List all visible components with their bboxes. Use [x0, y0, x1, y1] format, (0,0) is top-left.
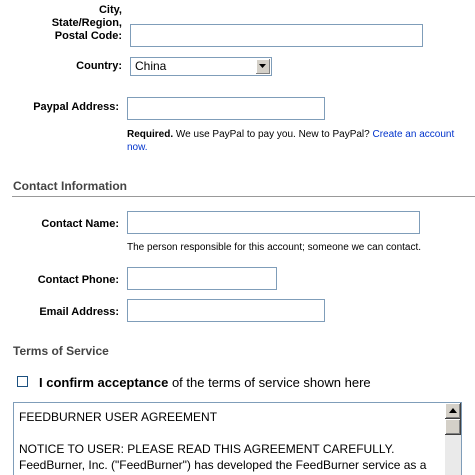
country-label: Country: — [76, 60, 122, 72]
city-state-postal-input[interactable] — [130, 24, 423, 47]
paypal-help-text: Required. We use PayPal to pay you. New to PayPal? Create an account now. — [127, 129, 455, 153]
agreement-scrollbar[interactable] — [445, 403, 461, 475]
scroll-thumb[interactable] — [445, 419, 461, 435]
country-select[interactable] — [130, 57, 272, 76]
agreement-text — [19, 409, 439, 473]
required-note: Required. — [127, 129, 174, 140]
contact-phone-label: Contact Phone: — [37, 274, 119, 286]
city-state-postal-label: City, State/Region, Postal Code: — [51, 4, 122, 42]
contact-name-input[interactable] — [127, 211, 420, 234]
user-agreement-textbox[interactable] — [13, 402, 462, 475]
paypal-address-input[interactable] — [127, 97, 325, 120]
dropdown-arrow-icon[interactable] — [255, 59, 270, 74]
contact-name-label: Contact Name: — [41, 218, 119, 230]
confirm-terms-checkbox[interactable] — [17, 376, 28, 387]
agreement-notice: NOTICE TO USER: PLEASE READ THIS AGREEMENT CAREFULLY. — [19, 442, 395, 456]
contact-information-heading: Contact Information — [13, 179, 127, 193]
paypal-label: Paypal Address: — [33, 101, 119, 113]
agreement-title: FEEDBURNER USER AGREEMENT — [19, 410, 218, 424]
scroll-up-button[interactable] — [445, 403, 461, 419]
terms-of-service-heading: Terms of Service — [13, 344, 109, 358]
contact-name-help: The person responsible for this account; someone we can contact. — [127, 242, 422, 253]
section-divider — [12, 196, 475, 197]
agreement-body: FeedBurner, Inc. ("FeedBurner") has developed the FeedBurner service as a — [19, 458, 427, 472]
email-address-label: Email Address: — [39, 306, 119, 318]
create-paypal-account-link[interactable]: Create an account now. — [127, 129, 455, 153]
email-address-input[interactable] — [127, 299, 325, 322]
contact-phone-input[interactable] — [127, 267, 277, 290]
arrow-up-icon — [445, 403, 461, 419]
confirm-terms-label[interactable]: I confirm acceptance of the terms of service shown here — [39, 375, 371, 390]
country-selected-value: China — [135, 59, 167, 73]
